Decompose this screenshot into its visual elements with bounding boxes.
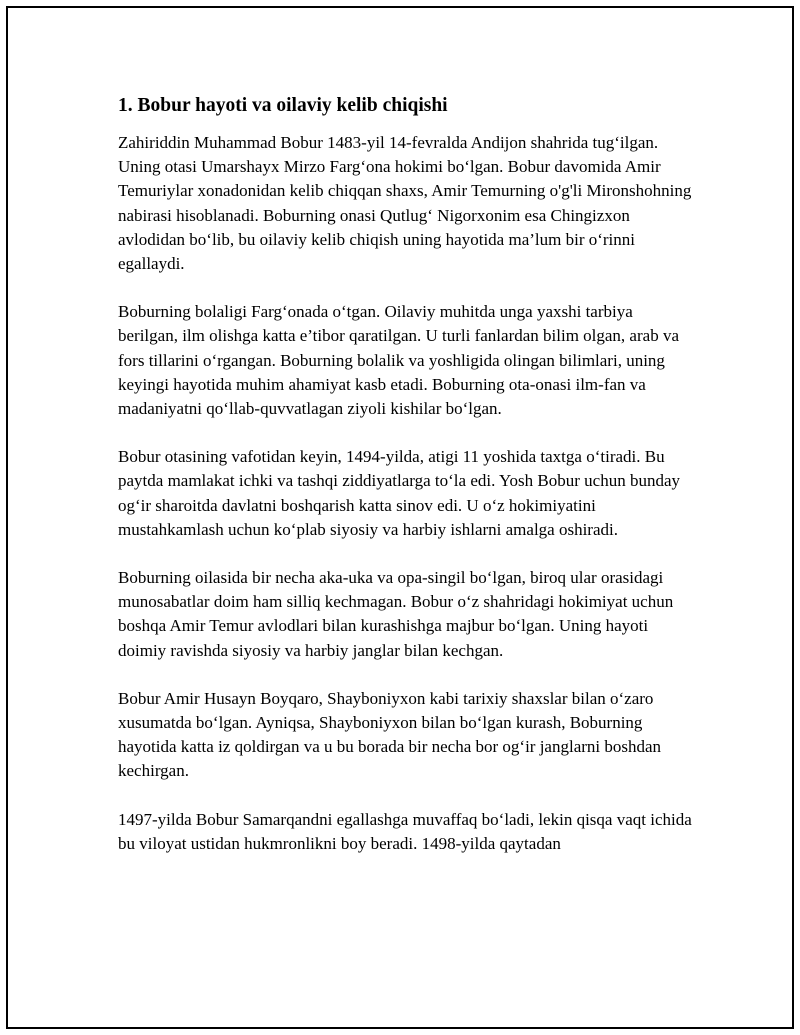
paragraph-3: Bobur otasining vafotidan keyin, 1494-yilda, atigi 11 yoshida taxtga o‘tiradi. Bu paytda mamlakat ichki va tashqi ziddiyatlarga to‘la edi. Yosh Bobur uchun bunday og‘ir sharoitda davlatni boshqarish katta sinov edi. U o‘z hokimiyatini mustahkamlash uchun ko‘plab siyosiy va harbiy ishlarni amalga oshiradi. bbox=[118, 447, 680, 539]
paragraph-4: Boburning oilasida bir necha aka-uka va opa-singil bo‘lgan, biroq ular orasidagi munosabatlar doim ham silliq kechmagan. Bobur o‘z shahridagi hokimiyat uchun boshqa Amir Temur avlodlari bilan kurashishga majbur bo‘lgan. Uning hayoti doimiy ravishda siyosiy va harbiy janglar bilan kechgan. bbox=[118, 568, 674, 660]
paragraph-1: Zahiriddin Muhammad Bobur 1483-yil 14-fevralda Andijon shahrida tug‘ilgan. Uning otasi Umarshayx Mirzo Farg‘ona hokimi bo‘lgan. Bobur davomida Amir Temuriylar xonadonidan kelib chiqqan shaxs, Amir Temurning o'g'li Mironshohning nabirasi hisoblanadi. Boburning onasi Qutlug‘ Nigorxonim esa Chingizxon avlodidan bo‘lib, bu oilaviy kelib chiqish uning hayotida ma’lum bir o‘rinni egallaydi. bbox=[118, 133, 692, 274]
document-body bbox=[118, 92, 693, 880]
paragraph-6: 1497-yilda Bobur Samarqandni egallashga muvaffaq bo‘ladi, lekin qisqa vaqt ichida bu viloyat ustidan hukmronlikni boy beradi. 1498-yilda qaytadan bbox=[118, 809, 692, 853]
paragraph-2: Boburning bolaligi Farg‘onada o‘tgan. Oilaviy muhitda unga yaxshi tarbiya berilgan, ilm olishga katta e’tibor qaratilgan. U turli fanlardan bilim olgan, arab va fors tillarini o‘rgangan. Boburning bolalik va yoshligida olingan bilimlari, uning keyingi hayotida muhim ahamiyat kasb etadi. Boburning ota-onasi ilm-fan va madaniyatni qo‘llab-quvvatlagan ziyoli kishilar bo‘lgan. bbox=[118, 302, 679, 419]
paragraph-5: Bobur Amir Husayn Boyqaro, Shayboniyxon kabi tarixiy shaxslar bilan o‘zaro xusumatda bo‘lgan. Ayniqsa, Shayboniyxon bilan bo‘lgan kurash, Boburning hayotida katta iz qoldirgan va u bu borada bir necha bor og‘ir janglarni boshdan kechirgan. bbox=[118, 688, 662, 781]
section-heading: 1. Bobur hayoti va oilaviy kelib chiqishi bbox=[118, 95, 448, 116]
